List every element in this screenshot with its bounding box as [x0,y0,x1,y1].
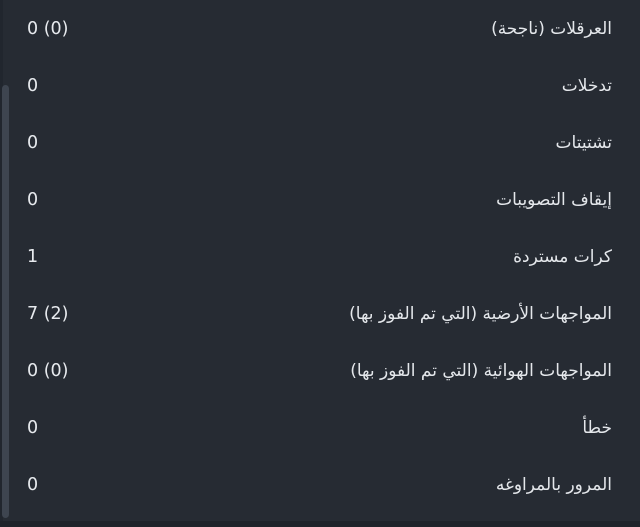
stat-label: المرور بالمراوغه [495,474,612,495]
stat-row [0,228,640,285]
stat-label: كرات مستردة [513,246,612,267]
scrollbar[interactable] [0,0,3,527]
stat-label: المواجهات الأرضية (التي تم الفوز بها) [349,303,612,324]
stat-row [0,0,640,57]
scrollbar-thumb[interactable] [2,85,9,518]
stat-row [0,114,640,171]
stat-label: إيقاف التصويبات [496,189,612,210]
stat-value: 1 [27,246,39,267]
stat-value: 7 (2) [27,303,69,324]
stat-value: 0 (0) [27,18,69,39]
stat-value: 0 (0) [27,360,69,381]
stat-row [0,171,640,228]
stat-label: العرقلات (ناجحة) [491,18,612,39]
stat-row [0,342,640,399]
stat-value: 0 [27,132,39,153]
stat-row [0,285,640,342]
stat-row [0,399,640,456]
stat-value: 0 [27,417,39,438]
stat-value: 0 [27,189,39,210]
section-divider [0,521,640,527]
stat-value: 0 [27,474,39,495]
stat-label: المواجهات الهوائية (التي تم الفوز بها) [350,360,612,381]
stat-value: 0 [27,75,39,96]
stat-label: تدخلات [561,75,612,96]
stat-row [0,456,640,513]
stat-label: تشتيتات [555,132,612,153]
stat-row [0,57,640,114]
stat-label: خطأ [582,417,612,438]
